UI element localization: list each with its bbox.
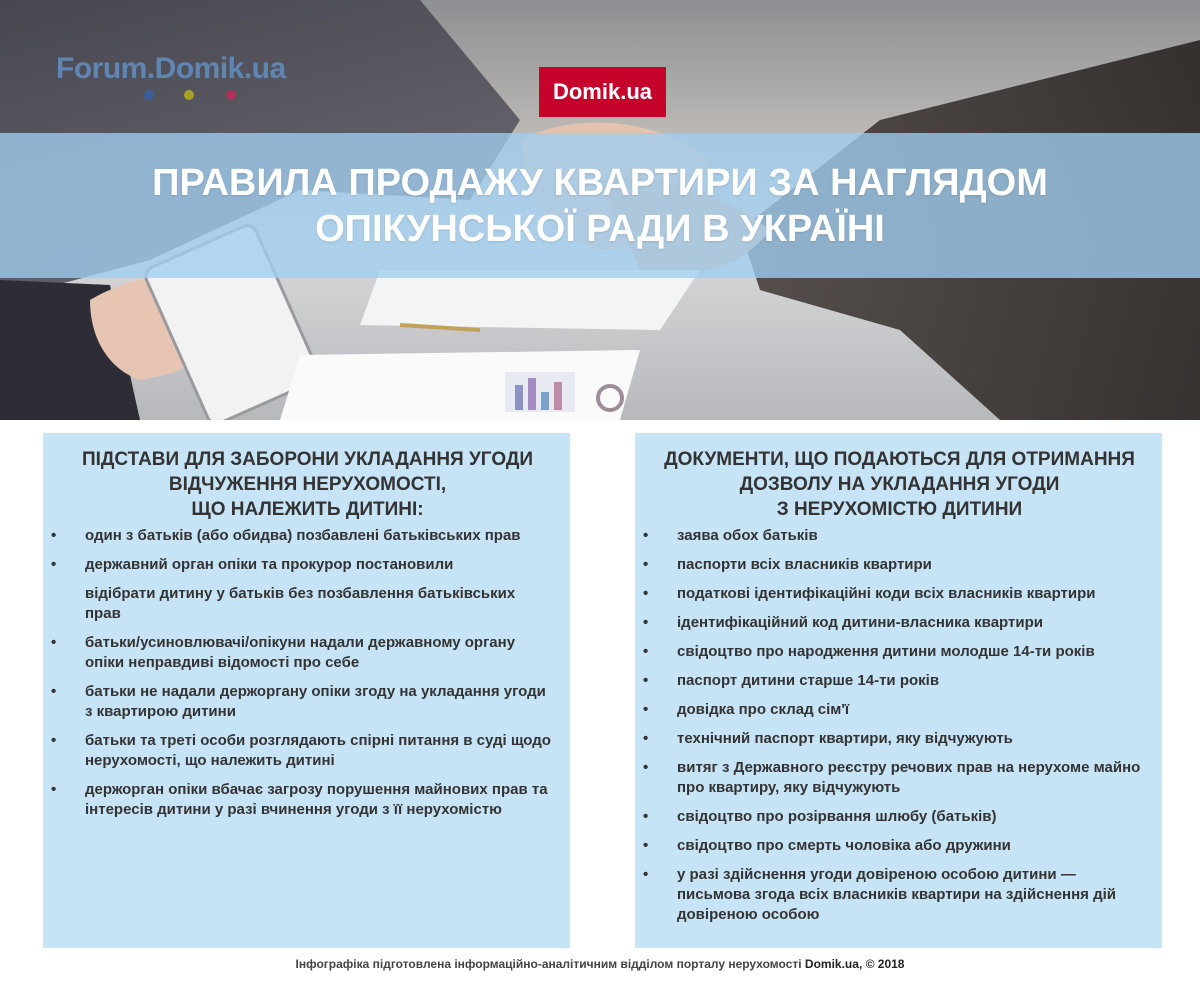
- footer-copyright: , © 2018: [858, 957, 905, 971]
- title-line-1: ПРАВИЛА ПРОДАЖУ КВАРТИРИ ЗА НАГЛЯДОМ: [152, 161, 1048, 204]
- list-item-text: батьки/усиновлювачі/опікуни надали державному органу опіки неправдиві відомості про себе: [85, 634, 516, 671]
- bullet-icon: •: [643, 643, 649, 660]
- list-item: [51, 780, 554, 820]
- list-item-text: один з батьків (або обидва) позбавлені батьківських прав: [85, 527, 521, 544]
- bullet-icon: •: [51, 781, 57, 798]
- footer-text: Інфографіка підготовлена інформаційно-аналітичним відділом порталу нерухомості: [295, 957, 802, 971]
- list-item-text: свідоцтво про народження дитини молодше 14-ти років: [677, 643, 1095, 660]
- list-item: [643, 642, 1146, 662]
- bullet-icon: •: [51, 732, 57, 749]
- logo-dot-olive: [184, 90, 194, 100]
- list-item: [643, 555, 1146, 575]
- page-title: [110, 160, 1090, 252]
- bullet-icon: •: [643, 701, 649, 718]
- heading-line: ЩО НАЛЕЖИТЬ ДИТИНІ:: [191, 499, 424, 520]
- list-item: [643, 836, 1146, 856]
- list-item-text: батьки та треті особи розглядають спірні питання в суді щодо нерухомості, що належить дитині: [85, 732, 551, 769]
- required-documents-heading: [643, 447, 1146, 522]
- list-item: [643, 729, 1146, 749]
- bullet-icon: •: [643, 866, 649, 883]
- bullet-icon: •: [51, 683, 57, 700]
- domik-brand-badge[interactable]: Domik.ua: [539, 67, 666, 117]
- prohibition-grounds-heading: [51, 447, 554, 522]
- bullet-icon: •: [643, 808, 649, 825]
- list-item-text: технічний паспорт квартири, яку відчужують: [677, 730, 1013, 747]
- list-item: [643, 700, 1146, 720]
- footer-credit: [0, 957, 1200, 971]
- list-item-text: відібрати дитину у батьків без позбавлення батьківських прав: [85, 585, 516, 622]
- list-item-text: ідентифікаційний код дитини-власника квартири: [677, 614, 1043, 631]
- forum-domik-logo[interactable]: Forum.Domik.ua: [56, 52, 286, 85]
- list-item-text: у разі здійснення угоди довіреною особою дитини — письмова згода всіх власників квартири на здійснення дій довіреною особою: [677, 866, 1116, 923]
- list-item: [51, 526, 554, 546]
- list-item-text: батьки не надали держоргану опіки згоду на укладання угоди з квартирою дитини: [85, 683, 546, 720]
- heading-line: З НЕРУХОМІСТЮ ДИТИНИ: [776, 499, 1023, 520]
- list-item: [51, 731, 554, 771]
- footer-brand-link[interactable]: Domik.ua: [804, 957, 859, 971]
- prohibition-grounds-list: [51, 526, 554, 820]
- heading-line: ДОЗВОЛУ НА УКЛАДАННЯ УГОДИ: [739, 474, 1060, 495]
- title-band: [0, 133, 1200, 278]
- prohibition-grounds-panel: [43, 433, 570, 948]
- list-item-text: паспорти всіх власників квартири: [677, 556, 932, 573]
- bullet-icon: •: [51, 527, 57, 544]
- list-item: [643, 807, 1146, 827]
- list-item-text: державний орган опіки та прокурор постановили: [85, 556, 454, 573]
- bullet-icon: •: [51, 556, 57, 573]
- list-item-text: паспорт дитини старше 14-ти років: [677, 672, 940, 689]
- list-item-text: довідка про склад сім'ї: [677, 701, 850, 718]
- bullet-icon: •: [51, 634, 57, 651]
- list-item-text: держорган опіки вбачає загрозу порушення майнових прав та інтересів дитини у разі вчинення угоди з її нерухомістю: [85, 781, 548, 818]
- bullet-icon: •: [643, 527, 649, 544]
- logo-dot-blue: [144, 90, 154, 100]
- list-item: [643, 865, 1146, 925]
- list-item-text: свідоцтво про розірвання шлюбу (батьків): [677, 808, 997, 825]
- list-item-text: витяг з Державного реєстру речових прав на нерухоме майно про квартиру, яку відчужують: [677, 759, 1141, 796]
- list-item: [643, 613, 1146, 633]
- list-item: [643, 584, 1146, 604]
- bullet-icon: •: [643, 614, 649, 631]
- bullet-icon: •: [643, 556, 649, 573]
- list-item: [51, 555, 554, 575]
- list-item-text: свідоцтво про смерть чоловіка або дружини: [677, 837, 1011, 854]
- hero-photo: [0, 0, 1200, 420]
- list-item: [51, 633, 554, 673]
- list-item-continuation: [51, 584, 554, 624]
- required-documents-list: [643, 526, 1146, 925]
- list-item: [51, 682, 554, 722]
- list-item-text: заява обох батьків: [677, 527, 818, 544]
- heading-line: ПІДСТАВИ ДЛЯ ЗАБОРОНИ УКЛАДАННЯ УГОДИ: [81, 449, 534, 470]
- title-line-2: ОПІКУНСЬКОЇ РАДИ В УКРАЇНІ: [315, 207, 885, 250]
- logo-dot-crimson: [226, 90, 236, 100]
- list-item: [643, 671, 1146, 691]
- bullet-icon: •: [643, 730, 649, 747]
- list-item: [643, 758, 1146, 798]
- bullet-icon: •: [643, 672, 649, 689]
- required-documents-panel: [635, 433, 1162, 948]
- bullet-icon: •: [643, 759, 649, 776]
- bullet-icon: •: [643, 837, 649, 854]
- list-item: [643, 526, 1146, 546]
- bullet-icon: •: [643, 585, 649, 602]
- list-item-text: податкові ідентифікаційні коди всіх власників квартири: [677, 585, 1096, 602]
- heading-line: ВІДЧУЖЕННЯ НЕРУХОМОСТІ,: [168, 474, 447, 495]
- heading-line: ДОКУМЕНТИ, ЩО ПОДАЮТЬСЯ ДЛЯ ОТРИМАННЯ: [664, 449, 1135, 470]
